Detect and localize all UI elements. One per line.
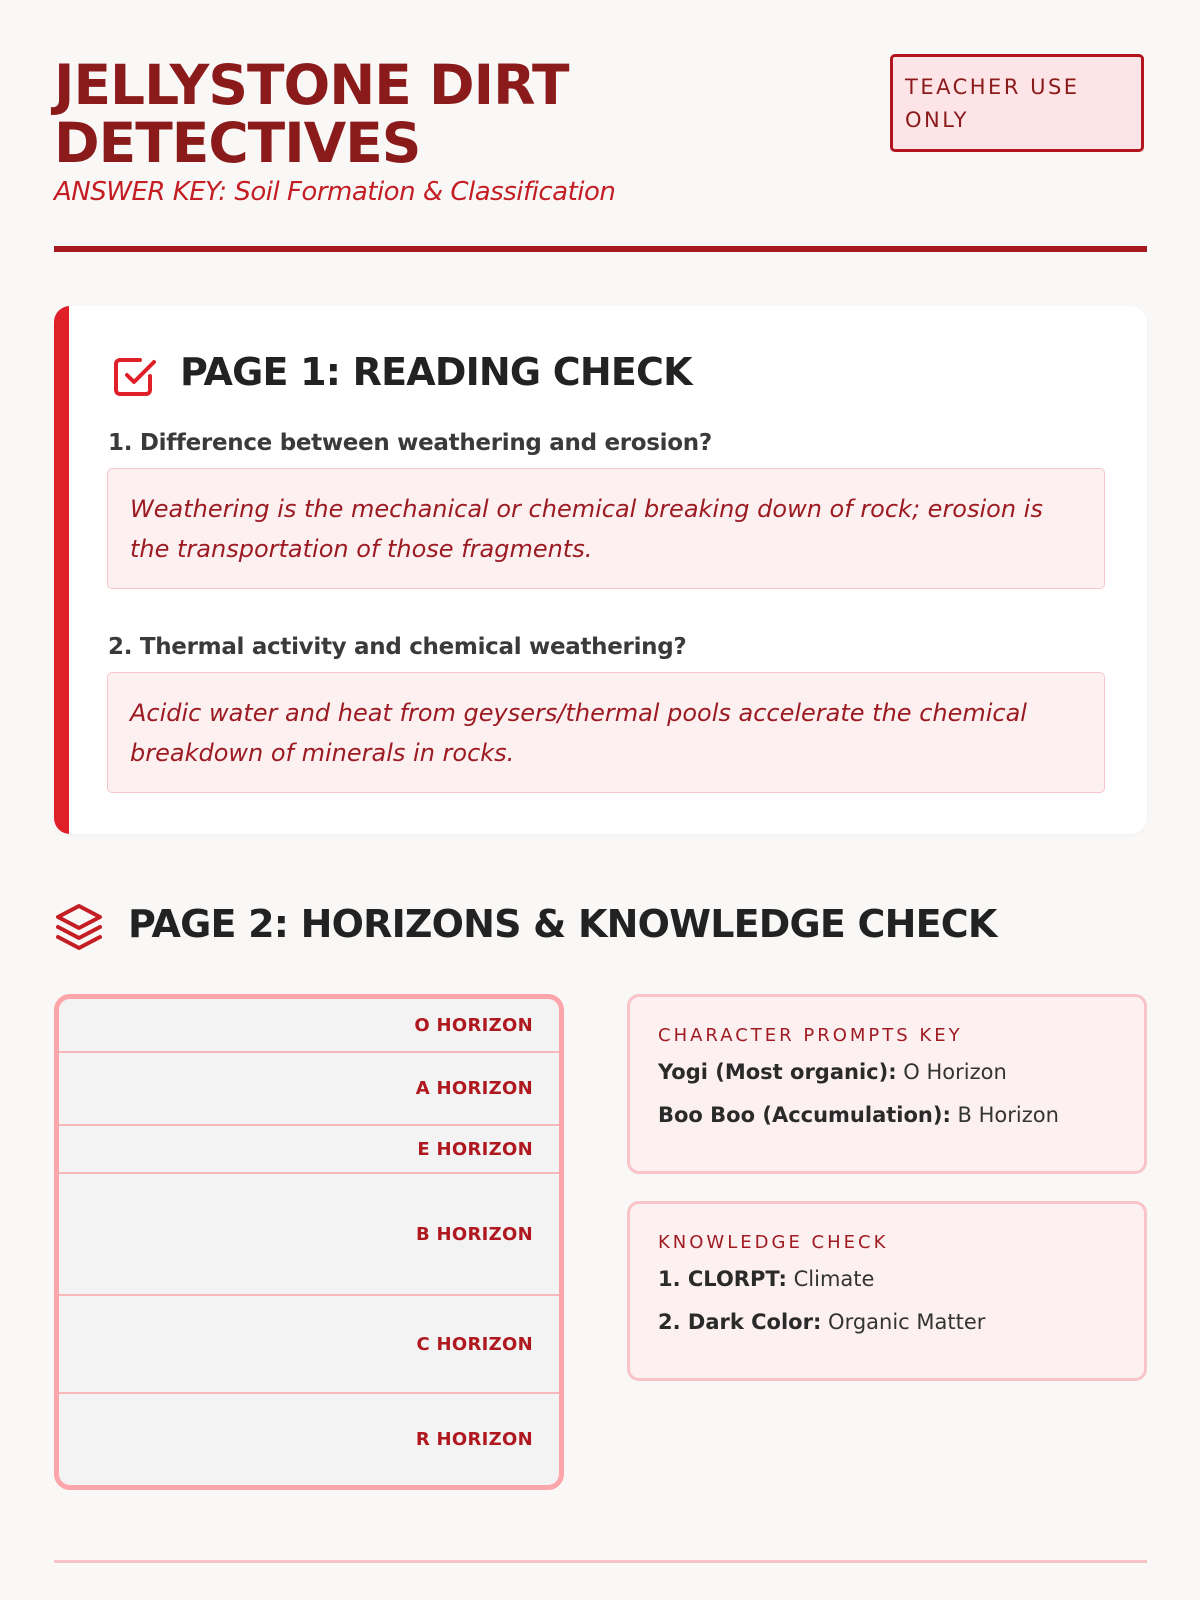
answer-key-page (54, 0, 1147, 1600)
question-2-answer-text: Acidic water and heat from geysers/thermal pools accelerate the chemical breakdown of minerals in rocks. (130, 699, 1027, 767)
knowledge-label: 1. CLORPT: (658, 1267, 787, 1291)
prompt-label: Boo Boo (Accumulation): (658, 1103, 951, 1127)
question-1-answer (107, 468, 1105, 589)
horizon-row-c: C HORIZON (59, 1296, 559, 1394)
prompt-label: Yogi (Most organic): (658, 1060, 897, 1084)
reading-check-card (54, 306, 1147, 834)
section-title-horizons: PAGE 2: HORIZONS & KNOWLEDGE CHECK (128, 902, 997, 946)
question-2-label: 2. Thermal activity and chemical weathering? (108, 634, 687, 660)
question-1-label: 1. Difference between weathering and erosion? (108, 430, 712, 456)
prompt-item (658, 1103, 1116, 1127)
prompt-value: B Horizon (957, 1103, 1059, 1127)
character-prompts-box (627, 994, 1147, 1174)
header (54, 52, 1147, 252)
question-1-answer-text: Weathering is the mechanical or chemical breaking down of rock; erosion is the transportation of those fragments. (130, 495, 1043, 563)
horizon-row-o: O HORIZON (59, 999, 559, 1053)
knowledge-item (658, 1310, 1116, 1334)
checkbox-icon (110, 352, 158, 400)
layers-icon (54, 902, 104, 952)
card-accent-bar (54, 306, 69, 834)
question-2-answer (107, 672, 1105, 793)
teacher-use-badge: TEACHER USE ONLY (890, 54, 1144, 152)
section-title-reading-check: PAGE 1: READING CHECK (180, 350, 692, 394)
header-divider (54, 246, 1147, 252)
prompt-value: O Horizon (903, 1060, 1007, 1084)
knowledge-item (658, 1267, 1116, 1291)
knowledge-value: Organic Matter (828, 1310, 986, 1334)
page-title: JELLYSTONE DIRT DETECTIVES (54, 53, 569, 175)
horizon-row-a: A HORIZON (59, 1053, 559, 1126)
horizon-row-e: E HORIZON (59, 1126, 559, 1174)
page-subtitle: ANSWER KEY: Soil Formation & Classification (54, 177, 616, 207)
knowledge-value: Climate (793, 1267, 875, 1291)
knowledge-check-box (627, 1201, 1147, 1381)
knowledge-check-heading: KNOWLEDGE CHECK (658, 1232, 889, 1253)
character-prompts-heading: CHARACTER PROMPTS KEY (658, 1025, 963, 1046)
soil-horizons-diagram (54, 994, 564, 1490)
knowledge-label: 2. Dark Color: (658, 1310, 822, 1334)
horizon-row-r: R HORIZON (415, 1429, 533, 1450)
prompt-item (658, 1060, 1116, 1084)
horizon-row-b: B HORIZON (59, 1174, 559, 1296)
footer-divider (54, 1560, 1147, 1563)
